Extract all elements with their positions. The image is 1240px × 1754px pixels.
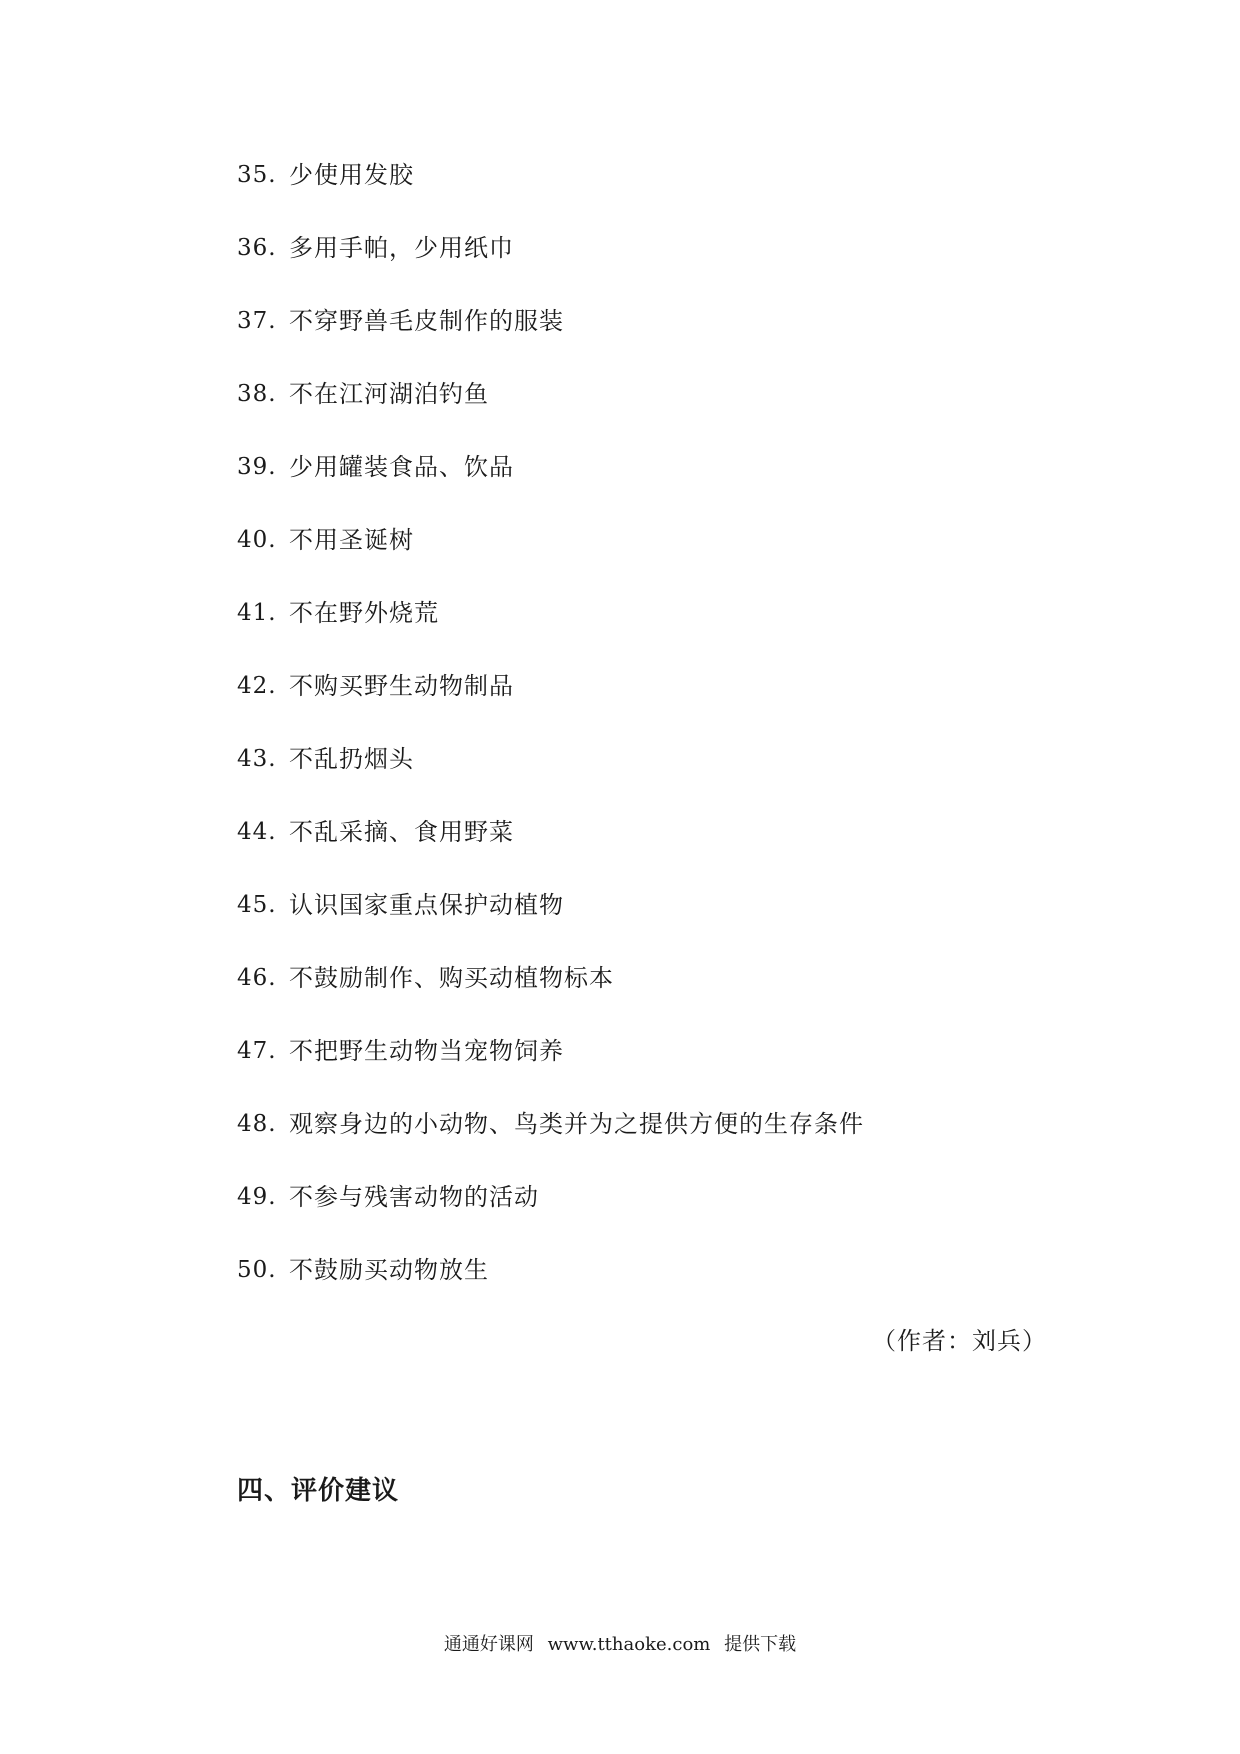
item-text: 少用罐装食品、饮品 [289, 453, 514, 481]
item-number: 37. [237, 308, 277, 334]
item-number: 41. [237, 600, 277, 626]
list-item [237, 160, 864, 233]
list-item [237, 671, 864, 744]
list-item [237, 744, 864, 817]
item-text: 不穿野兽毛皮制作的服装 [289, 307, 564, 335]
list-item [237, 1036, 864, 1109]
item-number: 45. [237, 892, 277, 918]
list-item [237, 1109, 864, 1182]
item-number: 38. [237, 381, 277, 407]
item-text: 认识国家重点保护动植物 [289, 891, 564, 919]
list-item [237, 233, 864, 306]
item-number: 40. [237, 527, 277, 553]
list-item [237, 306, 864, 379]
item-text: 不在野外烧荒 [289, 599, 439, 627]
page-footer [0, 1633, 1240, 1657]
item-text: 不乱扔烟头 [289, 745, 414, 773]
item-number: 35. [237, 162, 277, 188]
footer-site-name: 通通好课网 [443, 1634, 534, 1655]
item-text: 不购买野生动物制品 [289, 672, 514, 700]
item-number: 47. [237, 1038, 277, 1064]
section-heading: 四、评价建议 [237, 1476, 400, 1506]
item-text: 不参与残害动物的活动 [289, 1183, 539, 1211]
list-item [237, 817, 864, 890]
item-number: 49. [237, 1184, 277, 1210]
numbered-list [237, 160, 864, 1328]
item-number: 39. [237, 454, 277, 480]
footer-suffix: 提供下载 [724, 1634, 797, 1655]
list-item [237, 890, 864, 963]
author-attribution: （作者：刘兵） [872, 1327, 1047, 1355]
list-item [237, 598, 864, 671]
item-number: 36. [237, 235, 277, 261]
item-number: 48. [237, 1111, 277, 1137]
list-item [237, 1182, 864, 1255]
list-item [237, 379, 864, 452]
item-text: 不鼓励买动物放生 [289, 1256, 489, 1284]
item-text: 不在江河湖泊钓鱼 [289, 380, 489, 408]
item-text: 多用手帕，少用纸巾 [289, 234, 514, 262]
item-number: 50. [237, 1257, 277, 1283]
item-number: 42. [237, 673, 277, 699]
item-number: 44. [237, 819, 277, 845]
item-text: 不鼓励制作、购买动植物标本 [289, 964, 614, 992]
list-item [237, 452, 864, 525]
item-text: 观察身边的小动物、鸟类并为之提供方便的生存条件 [289, 1110, 864, 1138]
list-item [237, 963, 864, 1036]
footer-url: www.tthaoke.com [547, 1634, 711, 1655]
item-text: 少使用发胶 [289, 161, 414, 189]
item-number: 43. [237, 746, 277, 772]
list-item [237, 525, 864, 598]
list-item [237, 1255, 864, 1328]
item-number: 46. [237, 965, 277, 991]
item-text: 不用圣诞树 [289, 526, 414, 554]
item-text: 不乱采摘、食用野菜 [289, 818, 514, 846]
item-text: 不把野生动物当宠物饲养 [289, 1037, 564, 1065]
